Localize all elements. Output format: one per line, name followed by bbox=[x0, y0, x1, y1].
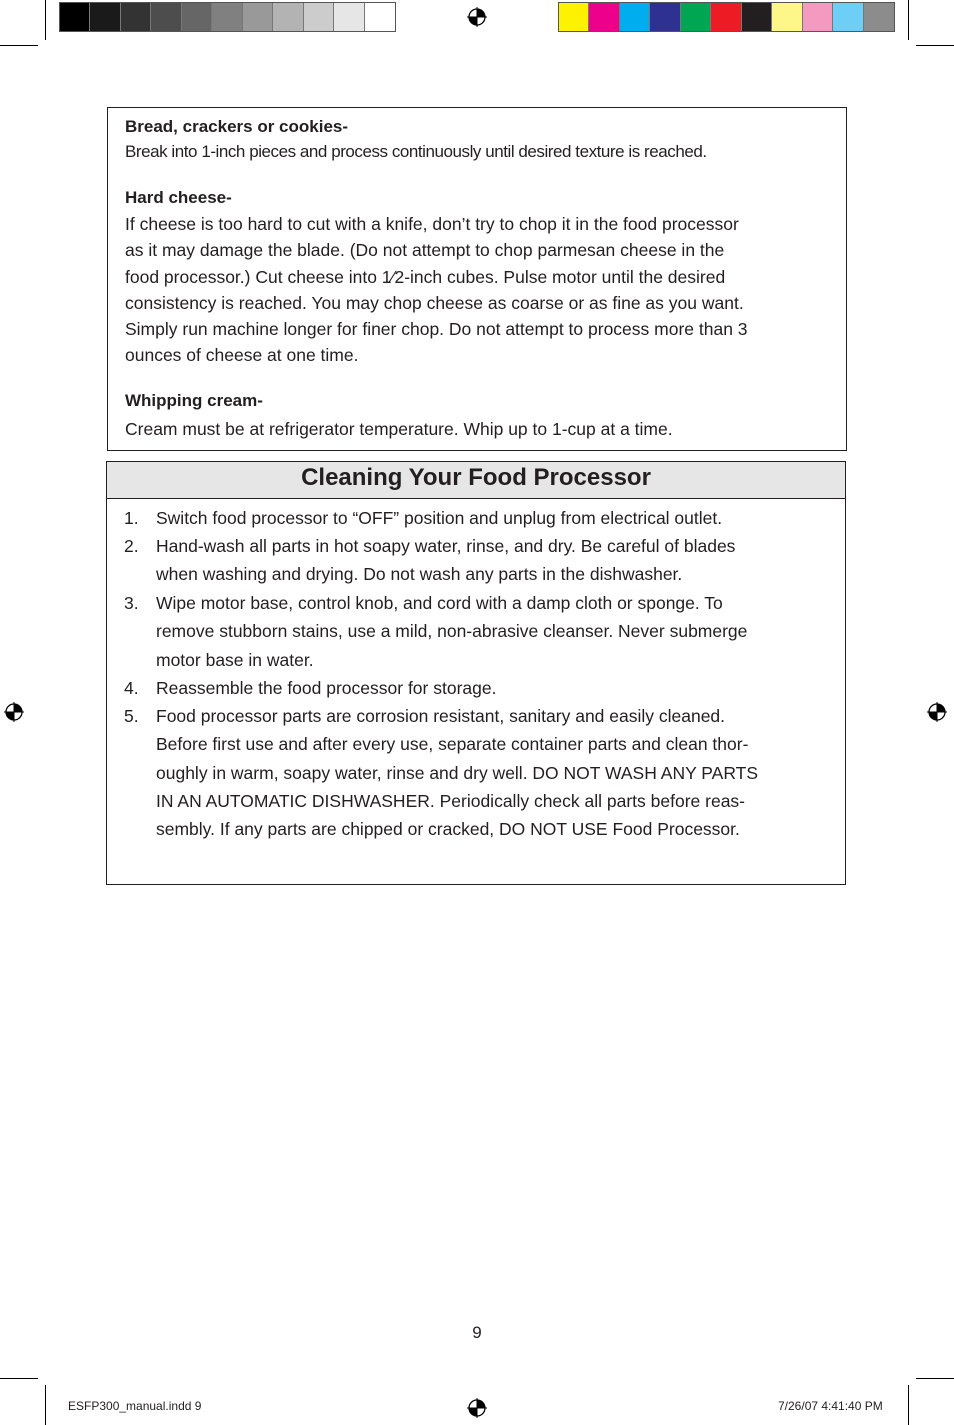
registration-mark-icon bbox=[467, 7, 487, 27]
slug-timestamp: 7/26/07 4:41:40 PM bbox=[778, 1399, 883, 1413]
registration-mark-icon bbox=[4, 702, 24, 722]
list-number: 1. bbox=[124, 508, 139, 528]
list-number: 2. bbox=[124, 536, 139, 556]
color-swatch bbox=[273, 3, 303, 31]
slug-filename: ESFP300_manual.indd 9 bbox=[68, 1399, 202, 1413]
list-line: remove stubborn stains, use a mild, non-abrasive cleanser. Never submerge bbox=[156, 621, 748, 642]
list-line: Hand-wash all parts in hot soapy water, rinse, and dry. Be careful of blades bbox=[156, 536, 736, 556]
list-line: Before first use and after every use, separate container parts and clean thor- bbox=[156, 734, 749, 755]
crop-mark bbox=[908, 1385, 909, 1425]
list-line: sembly. If any parts are chipped or cracked, DO NOT USE Food Processor. bbox=[156, 819, 740, 840]
list-number: 4. bbox=[124, 678, 139, 698]
cheese-line: food processor.) Cut cheese into 1⁄2-inch cubes. Pulse motor until the desired bbox=[125, 266, 726, 287]
color-swatch bbox=[365, 3, 395, 31]
color-swatch bbox=[589, 3, 619, 31]
color-swatch bbox=[772, 3, 802, 31]
cheese-line: Simply run machine longer for finer chop. Do not attempt to process more than 3 bbox=[125, 319, 748, 340]
color-swatch bbox=[121, 3, 151, 31]
color-swatch bbox=[304, 3, 334, 31]
list-number: 3. bbox=[124, 593, 139, 613]
color-swatch bbox=[559, 3, 589, 31]
color-swatch bbox=[864, 3, 894, 31]
crop-mark bbox=[908, 0, 909, 40]
color-swatch bbox=[60, 3, 90, 31]
page-number: 9 bbox=[472, 1323, 482, 1342]
list-line: oughly in warm, soapy water, rinse and dry well. DO NOT WASH ANY PARTS bbox=[156, 762, 759, 783]
cheese-text bbox=[125, 211, 835, 369]
cheese-heading: Hard cheese- bbox=[125, 188, 232, 207]
color-swatch bbox=[650, 3, 680, 31]
color-swatch bbox=[620, 3, 650, 31]
bread-heading: Bread, crackers or cookies- bbox=[125, 117, 349, 136]
color-swatch bbox=[151, 3, 181, 31]
list-line: when washing and drying. Do not wash any parts in the dishwasher. bbox=[156, 564, 683, 585]
color-swatch bbox=[833, 3, 863, 31]
grayscale-color-bar bbox=[59, 2, 396, 32]
section-header-band bbox=[107, 462, 845, 499]
crop-mark bbox=[45, 1385, 46, 1425]
cream-heading: Whipping cream- bbox=[125, 391, 263, 410]
list-line: Switch food processor to “OFF” position and unplug from electrical outlet. bbox=[156, 508, 723, 528]
cheese-line: as it may damage the blade. (Do not attempt to chop parmesan cheese in the bbox=[125, 240, 725, 261]
color-swatch bbox=[90, 3, 120, 31]
crop-mark bbox=[0, 45, 38, 46]
color-swatch bbox=[182, 3, 212, 31]
color-swatch bbox=[243, 3, 273, 31]
list-number: 5. bbox=[124, 706, 139, 726]
list-line: Reassemble the food processor for storage. bbox=[156, 678, 497, 698]
cheese-line: ounces of cheese at one time. bbox=[125, 345, 359, 366]
color-swatch bbox=[711, 3, 741, 31]
color-swatch bbox=[803, 3, 833, 31]
process-color-bar bbox=[558, 2, 895, 32]
bread-text: Break into 1-inch pieces and process continuously until desired texture is reached. bbox=[125, 142, 707, 161]
cheese-line: If cheese is too hard to cut with a knife, don’t try to chop it in the food processor bbox=[125, 214, 739, 234]
list-line: Food processor parts are corrosion resistant, sanitary and easily cleaned. bbox=[156, 706, 726, 726]
list-line: IN AN AUTOMATIC DISHWASHER. Periodically check all parts before reas- bbox=[156, 790, 746, 811]
list-line: motor base in water. bbox=[156, 649, 314, 670]
registration-mark-icon bbox=[467, 1398, 487, 1418]
crop-mark bbox=[916, 1378, 954, 1379]
color-swatch bbox=[334, 3, 364, 31]
registration-mark-icon bbox=[927, 702, 947, 722]
color-swatch bbox=[212, 3, 242, 31]
crop-mark bbox=[0, 1378, 38, 1379]
crop-mark bbox=[916, 45, 954, 46]
crop-mark bbox=[45, 0, 46, 40]
cream-text: Cream must be at refrigerator temperature. Whip up to 1-cup at a time. bbox=[125, 419, 673, 439]
section-title: Cleaning Your Food Processor bbox=[301, 464, 651, 491]
cheese-line: consistency is reached. You may chop cheese as coarse or as fine as you want. bbox=[125, 292, 744, 313]
list-line: Wipe motor base, control knob, and cord with a damp cloth or sponge. To bbox=[156, 593, 723, 613]
color-swatch bbox=[742, 3, 772, 31]
color-swatch bbox=[681, 3, 711, 31]
